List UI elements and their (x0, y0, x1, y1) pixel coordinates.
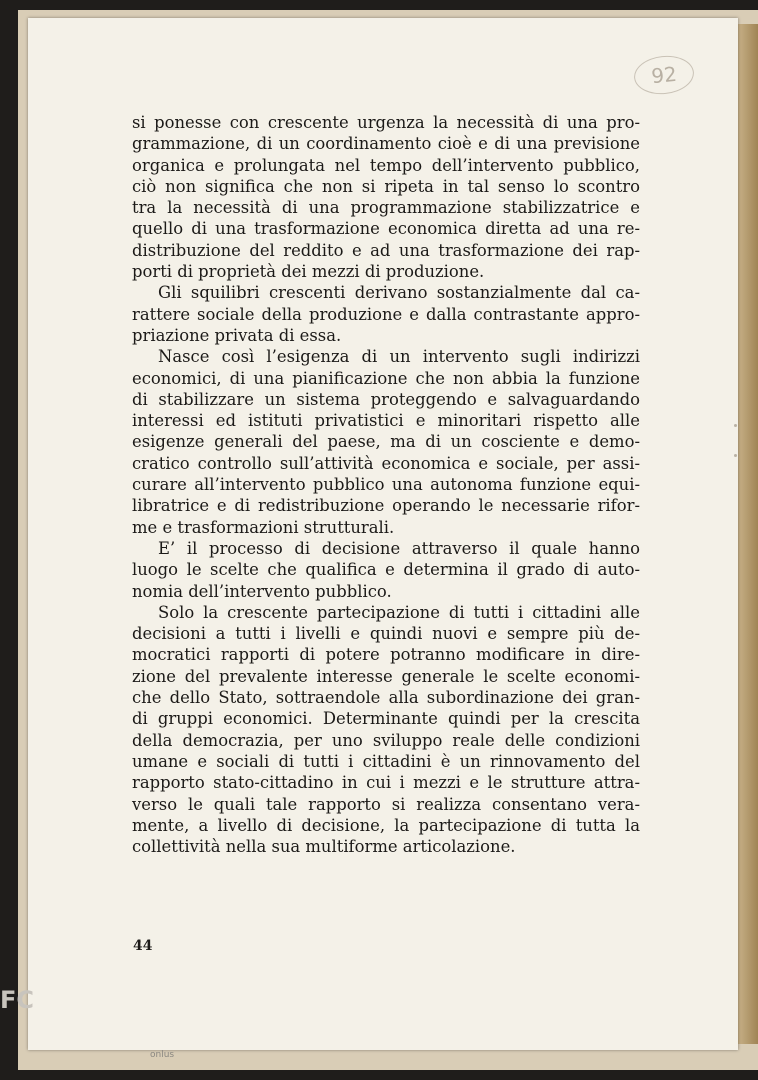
speck (734, 454, 737, 457)
text-line: mocratici rapporti di potere potranno modificare in dire- (132, 645, 640, 665)
text-line: collettività nella sua multiforme articolazione. (132, 837, 516, 857)
text-line: distribuzione del reddito e ad una trasformazione dei rap- (132, 240, 640, 260)
text-line: umane e sociali di tutti i cittadini è un rinnovamento del (132, 751, 640, 771)
text-line: organica e prolungata nel tempo dell’intervento pubblico, (132, 155, 640, 175)
text-line: rattere sociale della produzione e dalla contrastante appro- (132, 304, 640, 324)
speck (734, 424, 737, 427)
text-line: tra la necessità di una programmazione stabilizzatrice e (132, 198, 640, 218)
text-line: Nasce così l’esigenza di un intervento sugli indirizzi (158, 347, 640, 367)
text-line: cratico controllo sull’attività economica e sociale, per assi- (132, 453, 640, 473)
text-line: economici, di una pianificazione che non abbia la funzione (132, 368, 640, 388)
text-line: luogo le scelte che qualifica e determina il grado di auto- (132, 560, 640, 580)
text-line: grammazione, di un coordinamento cioè e di una previsione (132, 134, 640, 154)
text-line: priazione privata di essa. (132, 325, 342, 345)
watermark-subtext: onlus (150, 1050, 175, 1060)
text-line: decisioni a tutti i livelli e quindi nuovi e sempre più de- (132, 624, 640, 644)
text-line: zione del prevalente interesse generale le scelte economi- (132, 666, 640, 686)
text-line: me e trasformazioni strutturali. (132, 517, 395, 537)
text-line: quello di una trasformazione economica diretta ad una re- (132, 219, 640, 239)
text-line: interessi ed istituti privatistici e minoritari rispetto alle (132, 411, 640, 431)
text-line: di gruppi economici. Determinante quindi per la crescita (132, 709, 640, 729)
text-line: curare all’intervento pubblico una autonoma funzione equi- (132, 475, 640, 495)
book-spine-edge (736, 24, 758, 1044)
text-line: Gli squilibri crescenti derivano sostanzialmente dal ca- (158, 283, 640, 303)
text-line: E’ il processo di decisione attraverso il quale hanno (158, 538, 640, 558)
text-line: Solo la crescente partecipazione di tutti i cittadini alle (158, 602, 640, 622)
text-line: libratrice e di redistribuzione operando le necessarie rifor- (132, 496, 640, 516)
text-line: che dello Stato, sottraendole alla subordinazione dei gran- (132, 688, 640, 708)
text-line: rapporto stato-cittadino in cui i mezzi e le strutture attra- (132, 773, 640, 793)
text-line: della democrazia, per uno sviluppo reale delle condizioni (132, 730, 640, 750)
page-number: 44 (133, 938, 153, 954)
handwritten-page-mark: 92 (632, 53, 696, 97)
body-text (132, 112, 640, 857)
text-line: ciò non significa che non si ripeta in tal senso lo scontro (132, 176, 640, 196)
text-line: si ponesse con crescente urgenza la necessità di una pro- (132, 113, 640, 132)
text-line: nomia dell’intervento pubblico. (132, 581, 392, 601)
text-line: verso le quali tale rapporto si realizza consentano vera- (132, 794, 640, 814)
text-line: porti di proprietà dei mezzi di produzione. (132, 262, 485, 282)
text-line: mente, a livello di decisione, la partecipazione di tutta la (132, 815, 640, 835)
text-line: esigenze generali del paese, ma di un cosciente e demo- (132, 432, 640, 452)
text-line: di stabilizzare un sistema proteggendo e salvaguardando (132, 389, 640, 409)
watermark-logo: FC (0, 986, 35, 1014)
